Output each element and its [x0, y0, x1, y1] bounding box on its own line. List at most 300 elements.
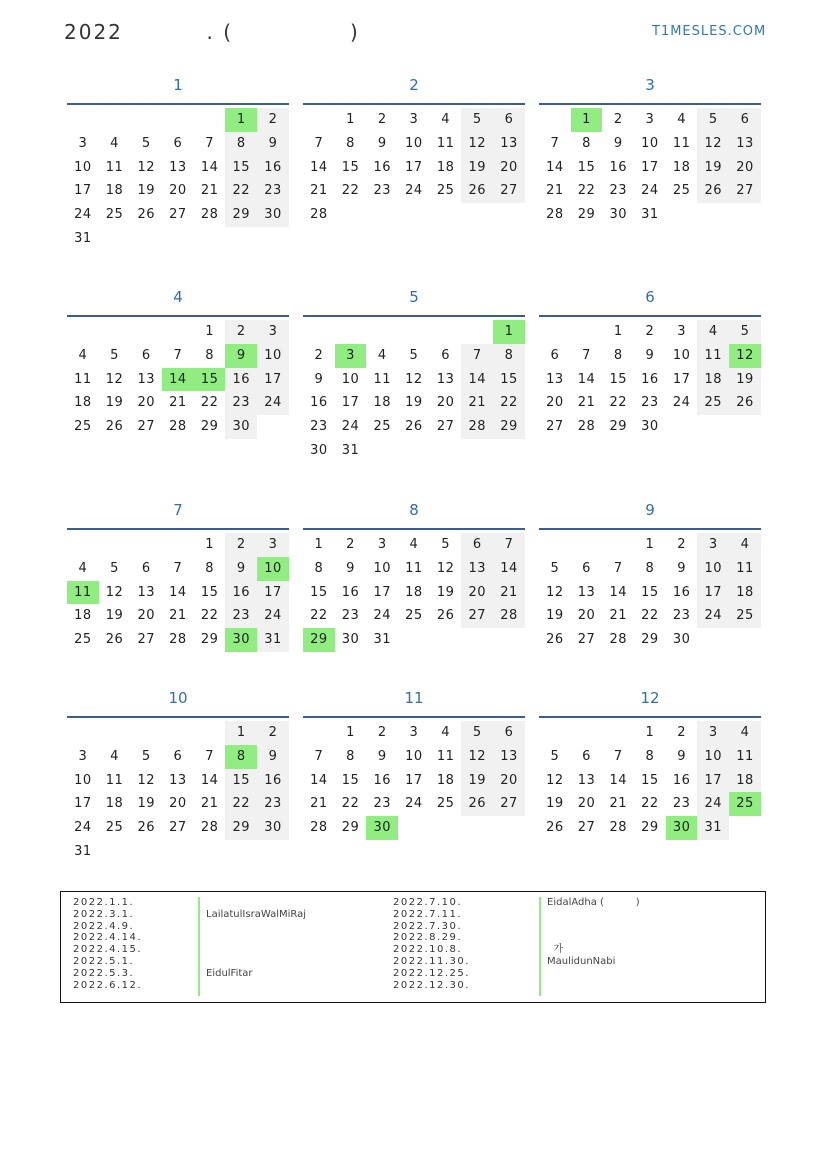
month-label: 4: [173, 288, 183, 306]
holiday-date: 2022.12.25.: [393, 967, 470, 979]
day-cell: 15: [200, 584, 219, 600]
day-cell: 4: [110, 748, 119, 764]
day-cell: 6: [461, 533, 493, 557]
day-cell: 24: [341, 419, 360, 435]
month-1: [67, 70, 289, 251]
day-cell: 29: [493, 415, 525, 439]
day-cell: 11: [729, 557, 761, 581]
day-cell: 13: [436, 371, 455, 387]
holiday-day-cell: 11: [67, 581, 99, 605]
holiday-name: [206, 980, 306, 992]
day-cell: 28: [169, 419, 187, 435]
empty-cell: [99, 320, 131, 344]
day-cell: 4: [441, 112, 450, 127]
day-cell: 19: [405, 395, 423, 411]
day-cell: 29: [225, 816, 257, 840]
month-8: [303, 495, 525, 652]
holiday-name: EidalAdha ( ): [547, 897, 640, 908]
day-cell: 21: [200, 183, 219, 199]
day-cell: 27: [169, 820, 187, 836]
month-4: [67, 282, 289, 439]
day-cell: 21: [169, 608, 187, 624]
holiday-name: [206, 944, 306, 956]
day-cell: 18: [729, 769, 761, 793]
day-cell: 4: [729, 533, 761, 557]
month-6: [539, 282, 761, 439]
day-cell: 27: [729, 179, 761, 203]
holiday-date: 2022.3.1.: [73, 908, 135, 920]
day-cell: 3: [645, 112, 655, 127]
holiday-name: 가: [547, 944, 564, 956]
day-cell: 17: [405, 772, 423, 788]
day-cell: 8: [645, 560, 655, 576]
day-cell: 29: [200, 419, 219, 435]
day-cell: 8: [493, 344, 525, 368]
empty-cell: [130, 721, 162, 745]
month-9: [539, 495, 761, 652]
holiday-date: 2022.10.8.: [393, 944, 463, 956]
holiday-day-cell: 1: [493, 320, 525, 344]
day-cell: 9: [677, 748, 686, 764]
day-cell: 5: [141, 135, 151, 151]
day-cell: 4: [78, 560, 88, 576]
day-cell: 8: [613, 347, 623, 363]
day-cell: 27: [436, 419, 455, 435]
day-grid: [539, 108, 761, 227]
day-cell: 22: [200, 608, 219, 624]
day-cell: 20: [729, 156, 761, 180]
day-cell: 2: [677, 537, 686, 552]
day-cell: 21: [546, 183, 564, 199]
day-cell: 16: [672, 772, 691, 788]
empty-cell: [194, 108, 226, 132]
day-cell: 26: [729, 391, 761, 415]
day-cell: 19: [105, 395, 124, 411]
holiday-name: [206, 956, 306, 968]
day-cell: 25: [74, 632, 92, 648]
day-cell: 2: [225, 320, 257, 344]
month-label: 12: [640, 689, 660, 707]
day-cell: 31: [341, 442, 360, 458]
holiday-name: LailatulIsraWalMiRaj: [206, 908, 307, 920]
day-cell: 17: [341, 395, 360, 411]
day-cell: 24: [257, 604, 289, 628]
day-cell: 9: [314, 371, 324, 387]
day-cell: 4: [377, 347, 387, 363]
day-cell: 7: [205, 135, 214, 151]
day-cell: 24: [257, 391, 289, 415]
day-cell: 22: [225, 792, 257, 816]
day-cell: 23: [672, 608, 691, 624]
holiday-date: 2022.5.1.: [73, 955, 135, 967]
empty-cell: [67, 533, 99, 557]
day-cell: 22: [641, 608, 659, 624]
day-cell: 20: [546, 395, 564, 411]
day-cell: 20: [461, 581, 493, 605]
day-cell: 1: [645, 725, 655, 740]
day-cell: 2: [257, 108, 289, 132]
day-cell: 10: [697, 745, 729, 769]
day-cell: 30: [257, 203, 289, 227]
day-cell: 23: [310, 419, 328, 435]
month-label: 5: [409, 288, 419, 306]
day-grid: [67, 533, 289, 652]
holiday-day-cell: 30: [225, 628, 257, 652]
day-cell: 7: [461, 344, 493, 368]
day-cell: 12: [546, 584, 564, 600]
day-cell: 14: [169, 584, 187, 600]
day-cell: 23: [373, 796, 391, 812]
day-cell: 31: [257, 628, 289, 652]
day-cell: 11: [373, 371, 391, 387]
day-cell: 15: [310, 584, 328, 600]
empty-cell: [539, 108, 571, 132]
month-5: [303, 282, 525, 463]
day-cell: 25: [373, 419, 391, 435]
month-label: 9: [645, 501, 655, 519]
day-cell: 3: [257, 533, 289, 557]
page-title: 2022 . ( ): [64, 20, 360, 44]
day-cell: 18: [729, 581, 761, 605]
day-cell: 12: [461, 132, 493, 156]
day-cell: 22: [609, 395, 627, 411]
holiday-day-cell: 15: [194, 368, 226, 392]
holiday-date: 2022.4.9.: [73, 920, 135, 932]
day-cell: 27: [493, 792, 525, 816]
day-cell: 16: [257, 769, 289, 793]
holiday-date: 2022.7.11.: [393, 908, 463, 920]
empty-cell: [130, 108, 162, 132]
day-cell: 9: [346, 560, 355, 576]
day-cell: 22: [341, 796, 360, 812]
month-divider: [539, 528, 761, 530]
day-cell: 9: [225, 557, 257, 581]
day-cell: 12: [137, 159, 155, 175]
day-cell: 25: [105, 820, 124, 836]
day-cell: 12: [436, 560, 455, 576]
empty-cell: [539, 533, 571, 557]
day-cell: 13: [137, 584, 155, 600]
holiday-day-cell: 1: [571, 108, 603, 132]
day-cell: 10: [341, 371, 360, 387]
day-cell: 10: [405, 135, 423, 151]
day-cell: 17: [405, 159, 423, 175]
day-cell: 19: [436, 584, 455, 600]
day-cell: 6: [729, 108, 761, 132]
day-cell: 15: [341, 772, 360, 788]
day-cell: 20: [169, 183, 187, 199]
day-cell: 2: [377, 112, 387, 127]
month-7: [67, 495, 289, 652]
day-cell: 30: [609, 207, 627, 223]
day-cell: 15: [641, 772, 659, 788]
day-cell: 30: [672, 632, 691, 648]
day-cell: 12: [105, 371, 124, 387]
holiday-date: 2022.4.14.: [73, 932, 143, 944]
holiday-date: 2022.1.1.: [73, 897, 135, 908]
empty-cell: [162, 108, 194, 132]
day-cell: 1: [205, 537, 214, 552]
day-cell: 31: [74, 843, 92, 859]
day-cell: 17: [373, 584, 391, 600]
holiday-day-cell: 10: [257, 557, 289, 581]
day-cell: 29: [609, 419, 627, 435]
day-cell: 14: [310, 772, 328, 788]
day-cell: 29: [641, 632, 659, 648]
day-cell: 20: [169, 796, 187, 812]
holiday-dates-col2: [393, 897, 470, 991]
empty-cell: [67, 108, 99, 132]
empty-cell: [539, 320, 571, 344]
month-divider: [539, 315, 761, 317]
day-cell: 31: [641, 207, 659, 223]
empty-cell: [99, 721, 131, 745]
day-cell: 2: [346, 537, 355, 552]
day-cell: 5: [729, 320, 761, 344]
holiday-day-cell: 1: [225, 108, 257, 132]
holiday-day-cell: 30: [666, 816, 698, 840]
day-cell: 4: [110, 135, 119, 151]
day-cell: 18: [672, 159, 691, 175]
holiday-name: EidulFitar: [206, 967, 253, 979]
day-cell: 3: [409, 725, 419, 740]
holiday-name: [547, 980, 640, 992]
day-cell: 24: [641, 183, 659, 199]
day-cell: 17: [697, 769, 729, 793]
empty-cell: [194, 721, 226, 745]
empty-cell: [162, 320, 194, 344]
day-cell: 19: [461, 156, 493, 180]
month-divider: [539, 716, 761, 718]
day-cell: 16: [373, 772, 391, 788]
day-cell: 14: [200, 159, 219, 175]
day-cell: 13: [729, 132, 761, 156]
day-cell: 4: [697, 320, 729, 344]
month-12: [539, 683, 761, 840]
day-cell: 8: [346, 135, 355, 151]
holiday-date: 2022.5.3.: [73, 967, 135, 979]
day-cell: 13: [137, 371, 155, 387]
day-cell: 5: [110, 560, 119, 576]
day-cell: 16: [225, 581, 257, 605]
holiday-day-cell: 3: [335, 344, 367, 368]
day-cell: 25: [105, 207, 124, 223]
empty-cell: [67, 320, 99, 344]
day-cell: 5: [461, 721, 493, 745]
day-cell: 6: [582, 748, 591, 764]
holiday-date: 2022.7.10.: [393, 897, 463, 908]
day-cell: 9: [257, 745, 289, 769]
day-cell: 28: [461, 415, 493, 439]
day-cell: 31: [373, 632, 391, 648]
day-cell: 1: [613, 324, 623, 339]
month-divider: [539, 103, 761, 105]
holiday-date: 2022.12.30.: [393, 979, 470, 991]
day-cell: 10: [257, 344, 289, 368]
day-cell: 3: [78, 748, 88, 764]
holiday-names-col1: [198, 897, 306, 996]
month-3: [539, 70, 761, 227]
day-cell: 12: [697, 132, 729, 156]
holiday-day-cell: 30: [366, 816, 398, 840]
empty-cell: [130, 320, 162, 344]
day-cell: 21: [200, 796, 219, 812]
day-cell: 7: [173, 560, 183, 576]
day-cell: 28: [169, 632, 187, 648]
day-cell: 28: [493, 604, 525, 628]
day-cell: 4: [729, 721, 761, 745]
empty-cell: [303, 108, 335, 132]
day-cell: 16: [373, 159, 391, 175]
month-divider: [67, 315, 289, 317]
day-cell: 14: [310, 159, 328, 175]
month-divider: [67, 716, 289, 718]
day-cell: 23: [641, 395, 659, 411]
day-cell: 8: [346, 748, 355, 764]
month-divider: [303, 315, 525, 317]
day-cell: 14: [461, 368, 493, 392]
day-cell: 16: [257, 156, 289, 180]
day-cell: 11: [105, 772, 124, 788]
holiday-day-cell: 14: [162, 368, 194, 392]
day-cell: 8: [205, 560, 214, 576]
day-cell: 1: [346, 112, 355, 127]
day-cell: 11: [436, 135, 455, 151]
empty-cell: [162, 533, 194, 557]
day-cell: 14: [546, 159, 564, 175]
month-2: [303, 70, 525, 227]
empty-cell: [571, 320, 603, 344]
day-cell: 29: [341, 820, 360, 836]
day-cell: 28: [200, 207, 219, 223]
day-cell: 20: [493, 769, 525, 793]
month-label: 10: [168, 689, 188, 707]
day-cell: 23: [225, 391, 257, 415]
day-cell: 15: [641, 584, 659, 600]
day-cell: 7: [550, 135, 560, 151]
day-cell: 8: [582, 135, 591, 151]
month-divider: [67, 103, 289, 105]
day-cell: 2: [645, 324, 655, 339]
day-cell: 27: [461, 604, 493, 628]
day-cell: 16: [225, 368, 257, 392]
day-cell: 10: [405, 748, 423, 764]
day-cell: 28: [310, 820, 328, 836]
day-cell: 22: [493, 391, 525, 415]
day-cell: 13: [493, 745, 525, 769]
holiday-day-cell: 9: [225, 344, 257, 368]
day-cell: 1: [346, 725, 355, 740]
day-cell: 21: [461, 391, 493, 415]
day-cell: 25: [405, 608, 423, 624]
month-label: 11: [404, 689, 424, 707]
holiday-day-cell: 8: [225, 745, 257, 769]
empty-cell: [571, 721, 603, 745]
day-cell: 13: [493, 132, 525, 156]
day-cell: 2: [613, 112, 623, 127]
day-cell: 18: [105, 796, 124, 812]
day-cell: 17: [672, 371, 691, 387]
day-cell: 10: [373, 560, 391, 576]
day-cell: 16: [672, 584, 691, 600]
day-cell: 22: [341, 183, 360, 199]
day-cell: 7: [493, 533, 525, 557]
day-cell: 10: [74, 159, 92, 175]
day-cell: 30: [257, 816, 289, 840]
empty-cell: [398, 320, 430, 344]
day-cell: 7: [582, 347, 591, 363]
day-cell: 18: [373, 395, 391, 411]
day-cell: 4: [409, 537, 419, 552]
empty-cell: [461, 320, 493, 344]
day-cell: 3: [697, 533, 729, 557]
day-cell: 14: [577, 371, 596, 387]
day-cell: 3: [409, 112, 419, 127]
day-cell: 7: [173, 347, 183, 363]
day-cell: 3: [257, 320, 289, 344]
day-cell: 7: [314, 748, 324, 764]
day-cell: 27: [169, 207, 187, 223]
day-cell: 20: [436, 395, 455, 411]
empty-cell: [99, 533, 131, 557]
day-cell: 3: [78, 135, 88, 151]
day-cell: 15: [577, 159, 596, 175]
day-cell: 26: [137, 820, 155, 836]
day-cell: 28: [200, 820, 219, 836]
day-cell: 13: [169, 159, 187, 175]
day-cell: 7: [314, 135, 324, 151]
month-label: 2: [409, 76, 419, 94]
day-cell: 5: [550, 748, 560, 764]
day-cell: 6: [493, 721, 525, 745]
day-cell: 31: [697, 816, 729, 840]
day-cell: 1: [314, 537, 324, 552]
month-divider: [303, 103, 525, 105]
day-cell: 5: [110, 347, 119, 363]
day-cell: 28: [577, 419, 596, 435]
day-cell: 5: [550, 560, 560, 576]
day-cell: 27: [577, 632, 596, 648]
day-cell: 24: [74, 207, 92, 223]
day-cell: 17: [641, 159, 659, 175]
holiday-day-cell: 25: [729, 792, 761, 816]
day-cell: 2: [377, 725, 387, 740]
day-cell: 28: [546, 207, 564, 223]
day-cell: 28: [609, 820, 627, 836]
day-cell: 26: [105, 632, 124, 648]
day-cell: 8: [225, 132, 257, 156]
empty-cell: [99, 108, 131, 132]
empty-cell: [430, 320, 462, 344]
day-cell: 3: [377, 537, 387, 552]
day-cell: 25: [697, 391, 729, 415]
day-cell: 16: [609, 159, 627, 175]
holiday-name: [547, 921, 640, 933]
day-cell: 7: [205, 748, 214, 764]
day-cell: 26: [405, 419, 423, 435]
day-cell: 14: [493, 557, 525, 581]
day-cell: 23: [257, 179, 289, 203]
day-cell: 17: [257, 581, 289, 605]
day-cell: 8: [205, 347, 214, 363]
brand-link[interactable]: T1MESLES.COM: [652, 24, 767, 39]
day-grid: [303, 533, 525, 652]
holiday-name: [547, 968, 640, 980]
day-cell: 26: [436, 608, 455, 624]
day-cell: 6: [173, 748, 183, 764]
day-cell: 25: [729, 604, 761, 628]
day-cell: 19: [546, 796, 564, 812]
